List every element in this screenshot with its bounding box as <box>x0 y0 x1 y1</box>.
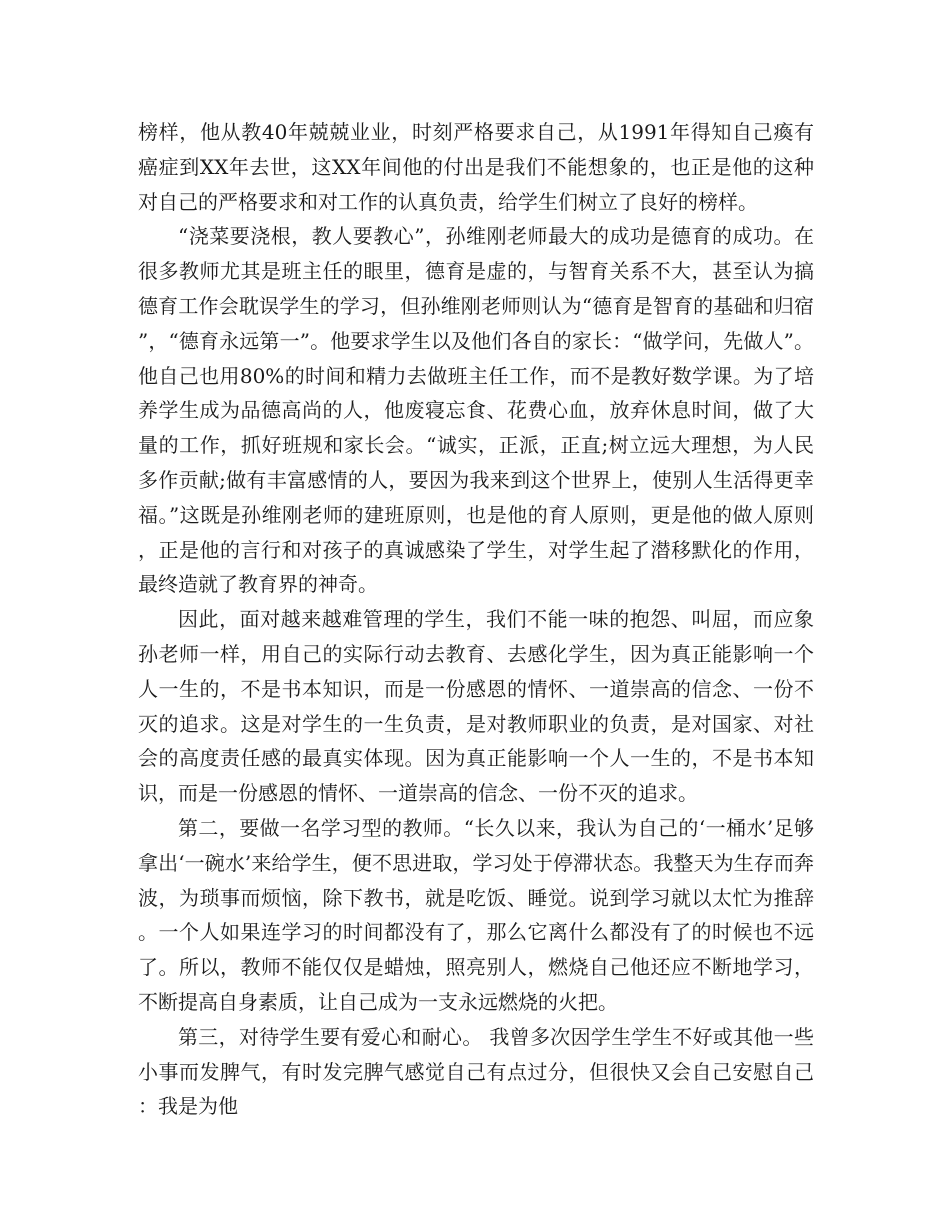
paragraph-learning-teacher: 第二，要做一名学习型的教师。“长久以来，我认为自己的‘一桶水’足够拿出‘一碗水’来给学生，便不思进取，学习处于停滞状态。我整天为生存而奔波，为琐事而烦恼，除下教书，就是吃饭、睡觉。说到学习就以太忙为推辞。一个人如果连学习的时间都没有了，那么它离什么都没有了的时候也不远了。所以，教师不能仅仅是蜡烛，照亮别人，燃烧自己他还应不断地学习，不断提高自身素质，让自己成为一支永远燃烧的火把。 <box>138 815 814 1014</box>
paragraph-continuation: 榜样，他从教40年兢兢业业，时刻严格要求自己，从1991年得知自己瘓有癌症到XX年去世，这XX年间他的付出是我们不能想象的，也正是他的这种对自己的严格要求和对工作的认真负责，给学生们树立了良好的榜样。 <box>138 120 814 214</box>
document-body <box>138 115 814 1124</box>
paragraph-therefore: 因此，面对越来越难管理的学生，我们不能一味的抱怨、叫屈，而应象孙老师一样，用自己的实际行动去教育、去感化学生，因为真正能影响一个人一生的，不是书本知识，而是一份感恩的情怀、一道崇高的信念、一份不灭的追求。这是对学生的一生负责，是对教师职业的负责，是对国家、对社会的高度责任感的最真实体现。因为真正能影响一个人一生的，不是书本知识，而是一份感恩的情怀、一道崇高的信念、一份不灭的追求。 <box>138 607 814 806</box>
paragraph-moral-education: “浇菜要浇根，教人要教心”，孙维刚老师最大的成功是德育的成功。在很多教师尤其是班主任的眼里，德育是虚的，与智育关系不大，甚至认为搞德育工作会耽误学生的学习，但孙维刚老师则认为“德育是智育的基础和归宿”，“德育永远第一”。他要求学生以及他们各自的家长：“做学问，先做人”。他自己也用80%的时间和精力去做班主任工作，而不是教好数学课。为了培养学生成为品德高尚的人，他废寝忘食、花费心血，放弃休息时间，做了大量的工作，抓好班规和家长会。“诚实，正派，正直;树立远大理想，为人民多作贡献;做有丰富感情的人，要因为我来到这个世界上，使别人生活得更幸福。”这既是孙维刚老师的建班原则，也是他的育人原则，更是他的做人原则，正是他的言行和对孩子的真诚感染了学生，对学生起了潜移默化的作用，最终造就了教育界的神奇。 <box>138 224 814 597</box>
paragraph-love-patience: 第三，对待学生要有爱心和耐心。 我曾多次因学生学生不好或其他一些小事而发脾气，有时发完脾气感觉自己有点过分，但很快又会自己安慰自己：我是为他 <box>138 1024 814 1119</box>
